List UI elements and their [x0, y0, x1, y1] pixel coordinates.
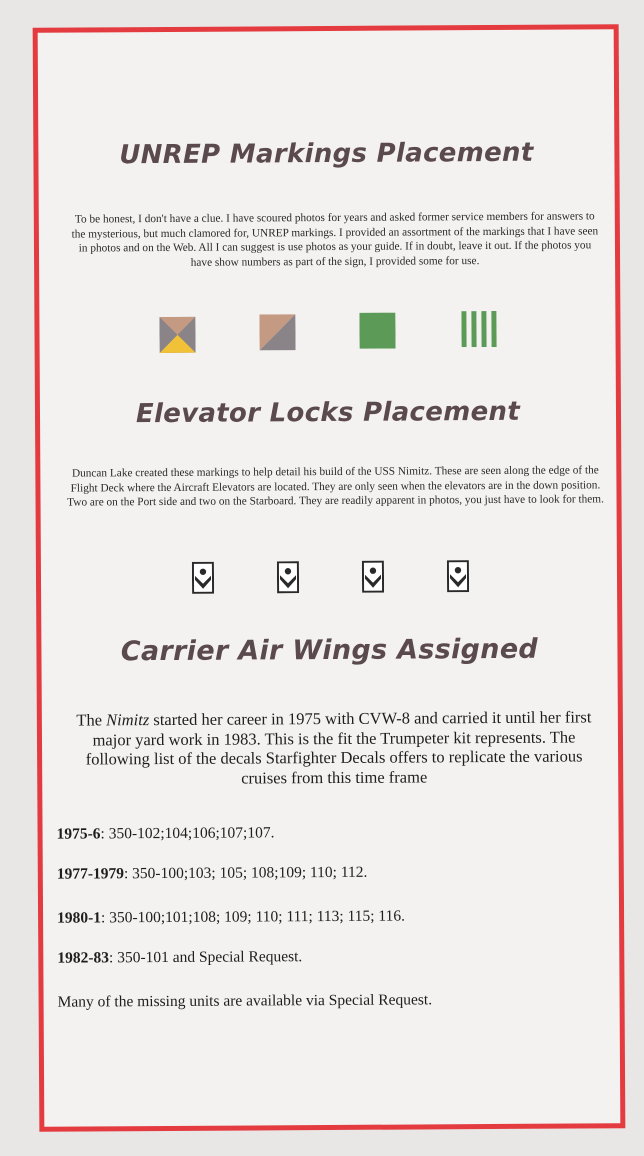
air-wings-intro	[64, 707, 604, 788]
instruction-sheet	[33, 24, 626, 1132]
cruise-years: 1982-83	[57, 949, 110, 967]
elevator-lock-marking-icon	[192, 562, 214, 594]
unrep-title: UNREP Markings Placement	[119, 137, 534, 171]
elevator-locks-description: Duncan Lake created these markings to help detail his build of the USS Nimitz. These are seen along the edge of the Flight Deck where the Aircraft Elevators are located. They are only seen when the elevators are in the down position. Two are on the Port side and two on the Starboard. They are readily apparent in photos, you just have to look for them.	[67, 464, 604, 509]
decal-numbers: : 350-102;104;106;107;107.	[100, 824, 275, 843]
air-wings-intro-start: The	[76, 710, 107, 730]
air-wing-list-item	[57, 905, 613, 927]
cruise-years: 1980-1	[57, 909, 102, 927]
unrep-marking-green-square	[359, 313, 395, 349]
air-wing-list-item	[57, 821, 613, 843]
elevator-lock-marking-icon	[362, 561, 384, 593]
unrep-marking-diagonal	[259, 314, 295, 350]
air-wing-list-item	[57, 945, 613, 967]
unrep-description: To be honest, I don't have a clue. I have scoured photos for years and asked former service members for answers to the mysterious, but much clamored for, UNREP markings. I provided an assortment of the markings that I have seen in photos and on the Web. All I can suggest is use photos as your guide. If in doubt, leave it out. If the photos you have show numbers as part of the sign, I provided some for use.	[71, 210, 599, 269]
elevator-lock-marking-icon	[447, 560, 469, 592]
special-request-note: Many of the missing units are available via Special Request.	[57, 991, 433, 1011]
cruise-years: 1975-6	[56, 825, 101, 843]
elevator-lock-marking-icon	[277, 561, 299, 593]
decal-numbers: : 350-101 and Special Request.	[108, 948, 303, 967]
decal-numbers: : 350-100;103; 105; 108;109; 110; 112.	[123, 863, 368, 883]
air-wings-title: Carrier Air Wings Assigned	[120, 633, 539, 668]
elevator-locks-title: Elevator Locks Placement	[135, 396, 521, 430]
ship-name: Nimitz	[106, 710, 150, 730]
unrep-marking-green-stripes	[461, 311, 497, 347]
unrep-marking-diagonal-yellow	[159, 317, 195, 353]
decal-numbers: : 350-100;101;108; 109; 110; 111; 113; 115; 116.	[100, 907, 406, 927]
cruise-years: 1977-1979	[56, 865, 125, 883]
air-wing-list-item	[57, 861, 613, 883]
air-wings-intro-rest: started her career in 1975 with CVW-8 and carried it until her first major yard work in 1983. This is the fit the Trumpeter kit represents. The following list of the decals Starfighter Decals offers to replicate the various cruises from this time frame	[85, 707, 592, 788]
